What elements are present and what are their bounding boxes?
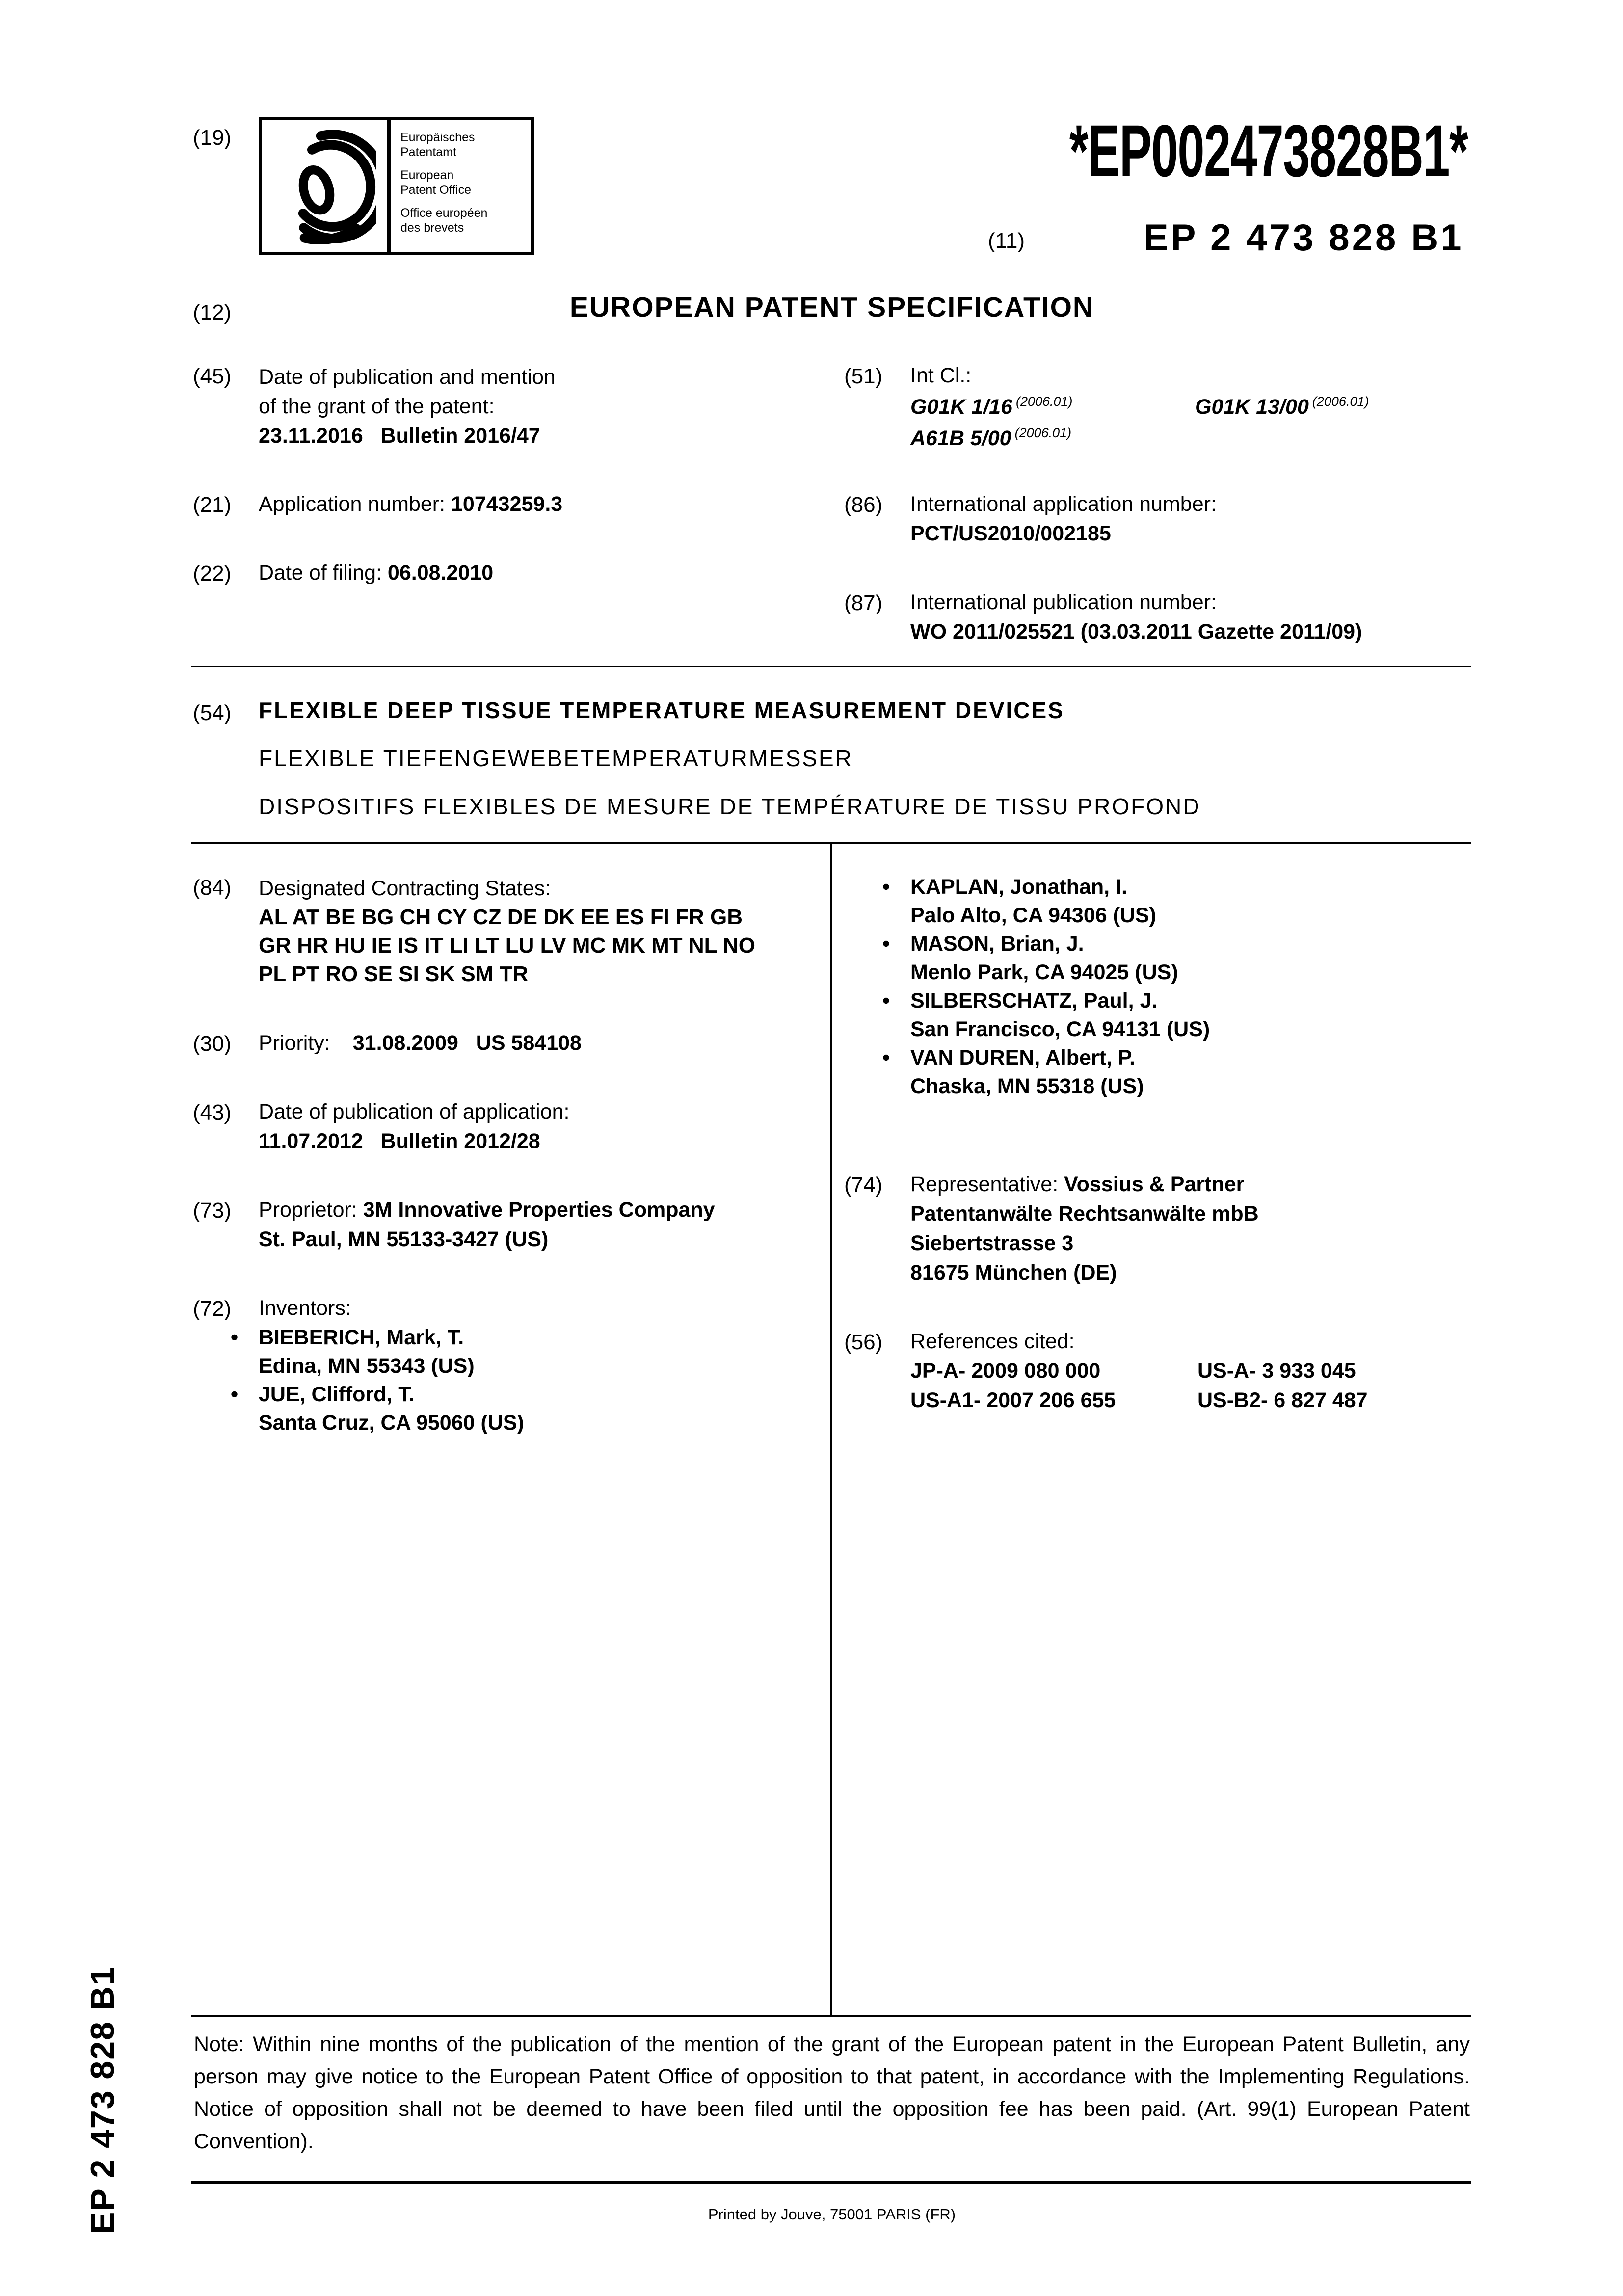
- epo-name-en-line1: European: [400, 168, 454, 182]
- proprietor-name: 3M Innovative Properties Company: [363, 1198, 715, 1222]
- epo-logo-text: [391, 120, 531, 252]
- inid-code-19: (19): [193, 126, 232, 150]
- ipc-class-1-version: (2006.01): [1015, 394, 1073, 409]
- representative-line4: 81675 München (DE): [910, 1261, 1117, 1284]
- field-21-label: Application number:: [259, 492, 446, 516]
- field-21-application-number: [259, 491, 562, 518]
- epo-name-en-line2: Patent Office: [400, 183, 472, 197]
- epo-logo-icon: [273, 129, 376, 244]
- field-51-label: Int Cl.:: [910, 364, 972, 387]
- vertical-patent-number: EP 2 473 828 B1: [84, 1966, 121, 2234]
- field-74-representative: [910, 1171, 1244, 1199]
- epo-logo: [262, 120, 391, 252]
- inventor-bullet: •: [882, 989, 890, 1013]
- publication-barcode-text: *EP002473828B1*: [1069, 109, 1467, 192]
- field-45-label-line1: Date of publication and mention: [259, 365, 556, 389]
- inventor-bullet: •: [882, 1046, 890, 1069]
- invention-title-en: FLEXIBLE DEEP TISSUE TEMPERATURE MEASUREMENT DEVICES: [259, 697, 1064, 723]
- inventor-bullet: •: [231, 1383, 239, 1406]
- field-84-states-line3: PL PT RO SE SI SK SM TR: [259, 962, 529, 986]
- proprietor-address: St. Paul, MN 55133-3427 (US): [259, 1228, 549, 1251]
- invention-title-de: FLEXIBLE TIEFENGEWEBETEMPERATURMESSER: [259, 746, 853, 771]
- inventor-address: Santa Cruz, CA 95060 (US): [259, 1411, 524, 1435]
- inid-code-54: (54): [193, 701, 232, 725]
- inid-code-74: (74): [844, 1173, 883, 1197]
- inventor-bullet: •: [231, 1326, 239, 1349]
- field-73-proprietor: [259, 1197, 715, 1224]
- field-22-label: Date of filing:: [259, 561, 382, 585]
- inid-code-73: (73): [193, 1199, 232, 1223]
- field-72-label: Inventors:: [259, 1296, 351, 1320]
- inid-code-87: (87): [844, 591, 883, 615]
- inid-code-84: (84): [193, 876, 232, 900]
- inventor-bullet: •: [882, 875, 890, 899]
- field-45-value: 23.11.2016 Bulletin 2016/47: [259, 424, 540, 448]
- inid-code-51: (51): [844, 364, 883, 388]
- field-86-label: International application number:: [910, 492, 1217, 516]
- field-21-value: 10743259.3: [451, 492, 563, 516]
- inventor-bullet: •: [882, 932, 890, 956]
- inid-code-56: (56): [844, 1330, 883, 1354]
- representative-name: Vossius & Partner: [1064, 1173, 1245, 1196]
- ipc-class-2-version: (2006.01): [1312, 394, 1369, 409]
- field-22-filing-date: [259, 560, 493, 587]
- field-87-label: International publication number:: [910, 590, 1217, 614]
- field-51-class-row1: [910, 394, 1475, 421]
- printed-by-line: Printed by Jouve, 75001 PARIS (FR): [708, 2206, 956, 2223]
- invention-title-fr: DISPOSITIFS FLEXIBLES DE MESURE DE TEMPÉRATURE DE TISSU PROFOND: [259, 794, 1201, 819]
- field-45-grant-date: [259, 362, 556, 451]
- epo-logo-box: [259, 117, 534, 255]
- publication-number: EP 2 473 828 B1: [1144, 217, 1464, 259]
- inventor-name: JUE, Clifford, T.: [259, 1383, 415, 1406]
- document-type-title: EUROPEAN PATENT SPECIFICATION: [569, 292, 1094, 323]
- rule-below-note: [191, 2181, 1471, 2184]
- inventor-name: VAN DUREN, Albert, P.: [910, 1046, 1135, 1069]
- inid-code-43: (43): [193, 1100, 232, 1124]
- inventor-name: KAPLAN, Jonathan, I.: [910, 875, 1127, 899]
- field-56-label: References cited:: [910, 1330, 1075, 1353]
- epo-name-english: [400, 168, 531, 197]
- field-84-states-line2: GR HR HU IE IS IT LI LT LU LV MC MK MT NL NO: [259, 934, 755, 958]
- ipc-class-3: A61B 5/00: [910, 427, 1011, 450]
- opposition-note: Note: Within nine months of the publication of the mention of the grant of the European patent in the European Patent Bulletin, any person may give notice to the European Patent Office of opposition to that patent, in accordance with the Implementing Regulations. Notice of opposition shall not be deemed to have been filed until the opposition fee has been paid. (Art. 99(1) European Patent Convention).: [194, 2032, 1470, 2153]
- reference-cited: US-A- 3 933 045: [1197, 1359, 1356, 1383]
- epo-name-fr-line1: Office européen: [400, 206, 488, 220]
- inventor-name: MASON, Brian, J.: [910, 932, 1084, 956]
- inventor-address: Edina, MN 55343 (US): [259, 1354, 475, 1378]
- rule-above-title: [191, 666, 1471, 667]
- inventor-address: Palo Alto, CA 94306 (US): [910, 904, 1156, 927]
- representative-line2: Patentanwälte Rechtsanwälte mbB: [910, 1202, 1259, 1226]
- field-30-value: 31.08.2009 US 584108: [352, 1031, 582, 1055]
- epo-name-de-line2: Patentamt: [400, 145, 456, 159]
- field-30-priority: [259, 1030, 582, 1057]
- ipc-class-1: G01K 1/16: [910, 395, 1012, 419]
- ipc-class-2-wrap: [1195, 394, 1369, 421]
- field-84-states-line1: AL AT BE BG CH CY CZ DE DK EE ES FI FR GB: [259, 905, 743, 929]
- inventor-address: Chaska, MN 55318 (US): [910, 1074, 1144, 1098]
- inventor-address: Menlo Park, CA 94025 (US): [910, 961, 1178, 984]
- field-30-label: Priority:: [259, 1031, 330, 1055]
- epo-name-french: [400, 206, 531, 235]
- field-51-class-row2: [910, 425, 1071, 453]
- field-73-label: Proprietor:: [259, 1198, 357, 1222]
- inid-code-22: (22): [193, 561, 232, 586]
- ipc-class-2: G01K 13/00: [1195, 395, 1309, 419]
- reference-cited: JP-A- 2009 080 000: [910, 1359, 1101, 1383]
- field-84-designated-states: [259, 874, 755, 988]
- inid-code-12: (12): [193, 300, 232, 324]
- field-87-value: WO 2011/025521 (03.03.2011 Gazette 2011/09): [910, 620, 1362, 643]
- epo-name-fr-line2: des brevets: [400, 221, 464, 235]
- inid-code-86: (86): [844, 493, 883, 517]
- field-86-value: PCT/US2010/002185: [910, 522, 1111, 545]
- inid-code-11: (11): [988, 229, 1025, 253]
- rule-above-note: [191, 2015, 1471, 2017]
- inid-code-72: (72): [193, 1297, 232, 1321]
- reference-cited: US-A1- 2007 206 655: [910, 1388, 1116, 1412]
- field-45-label-line2: of the grant of the patent:: [259, 395, 495, 418]
- reference-cited: US-B2- 6 827 487: [1197, 1388, 1368, 1412]
- epo-name-de-line1: Europäisches: [400, 131, 475, 144]
- inventor-name: BIEBERICH, Mark, T.: [259, 1326, 464, 1349]
- representative-line3: Siebertstrasse 3: [910, 1231, 1074, 1255]
- inid-code-45: (45): [193, 364, 232, 388]
- field-22-value: 06.08.2010: [387, 561, 494, 585]
- field-74-label: Representative:: [910, 1173, 1059, 1196]
- field-43-value: 11.07.2012 Bulletin 2012/28: [259, 1129, 540, 1153]
- inid-code-30: (30): [193, 1032, 232, 1056]
- field-84-label: Designated Contracting States:: [259, 877, 551, 900]
- column-divider: [830, 842, 832, 2016]
- inventor-address: San Francisco, CA 94131 (US): [910, 1017, 1210, 1041]
- inid-code-21: (21): [193, 493, 232, 517]
- field-43-label: Date of publication of application:: [259, 1100, 570, 1123]
- ipc-class-3-version: (2006.01): [1014, 426, 1072, 440]
- epo-name-german: [400, 130, 531, 160]
- inventor-name: SILBERSCHATZ, Paul, J.: [910, 989, 1158, 1013]
